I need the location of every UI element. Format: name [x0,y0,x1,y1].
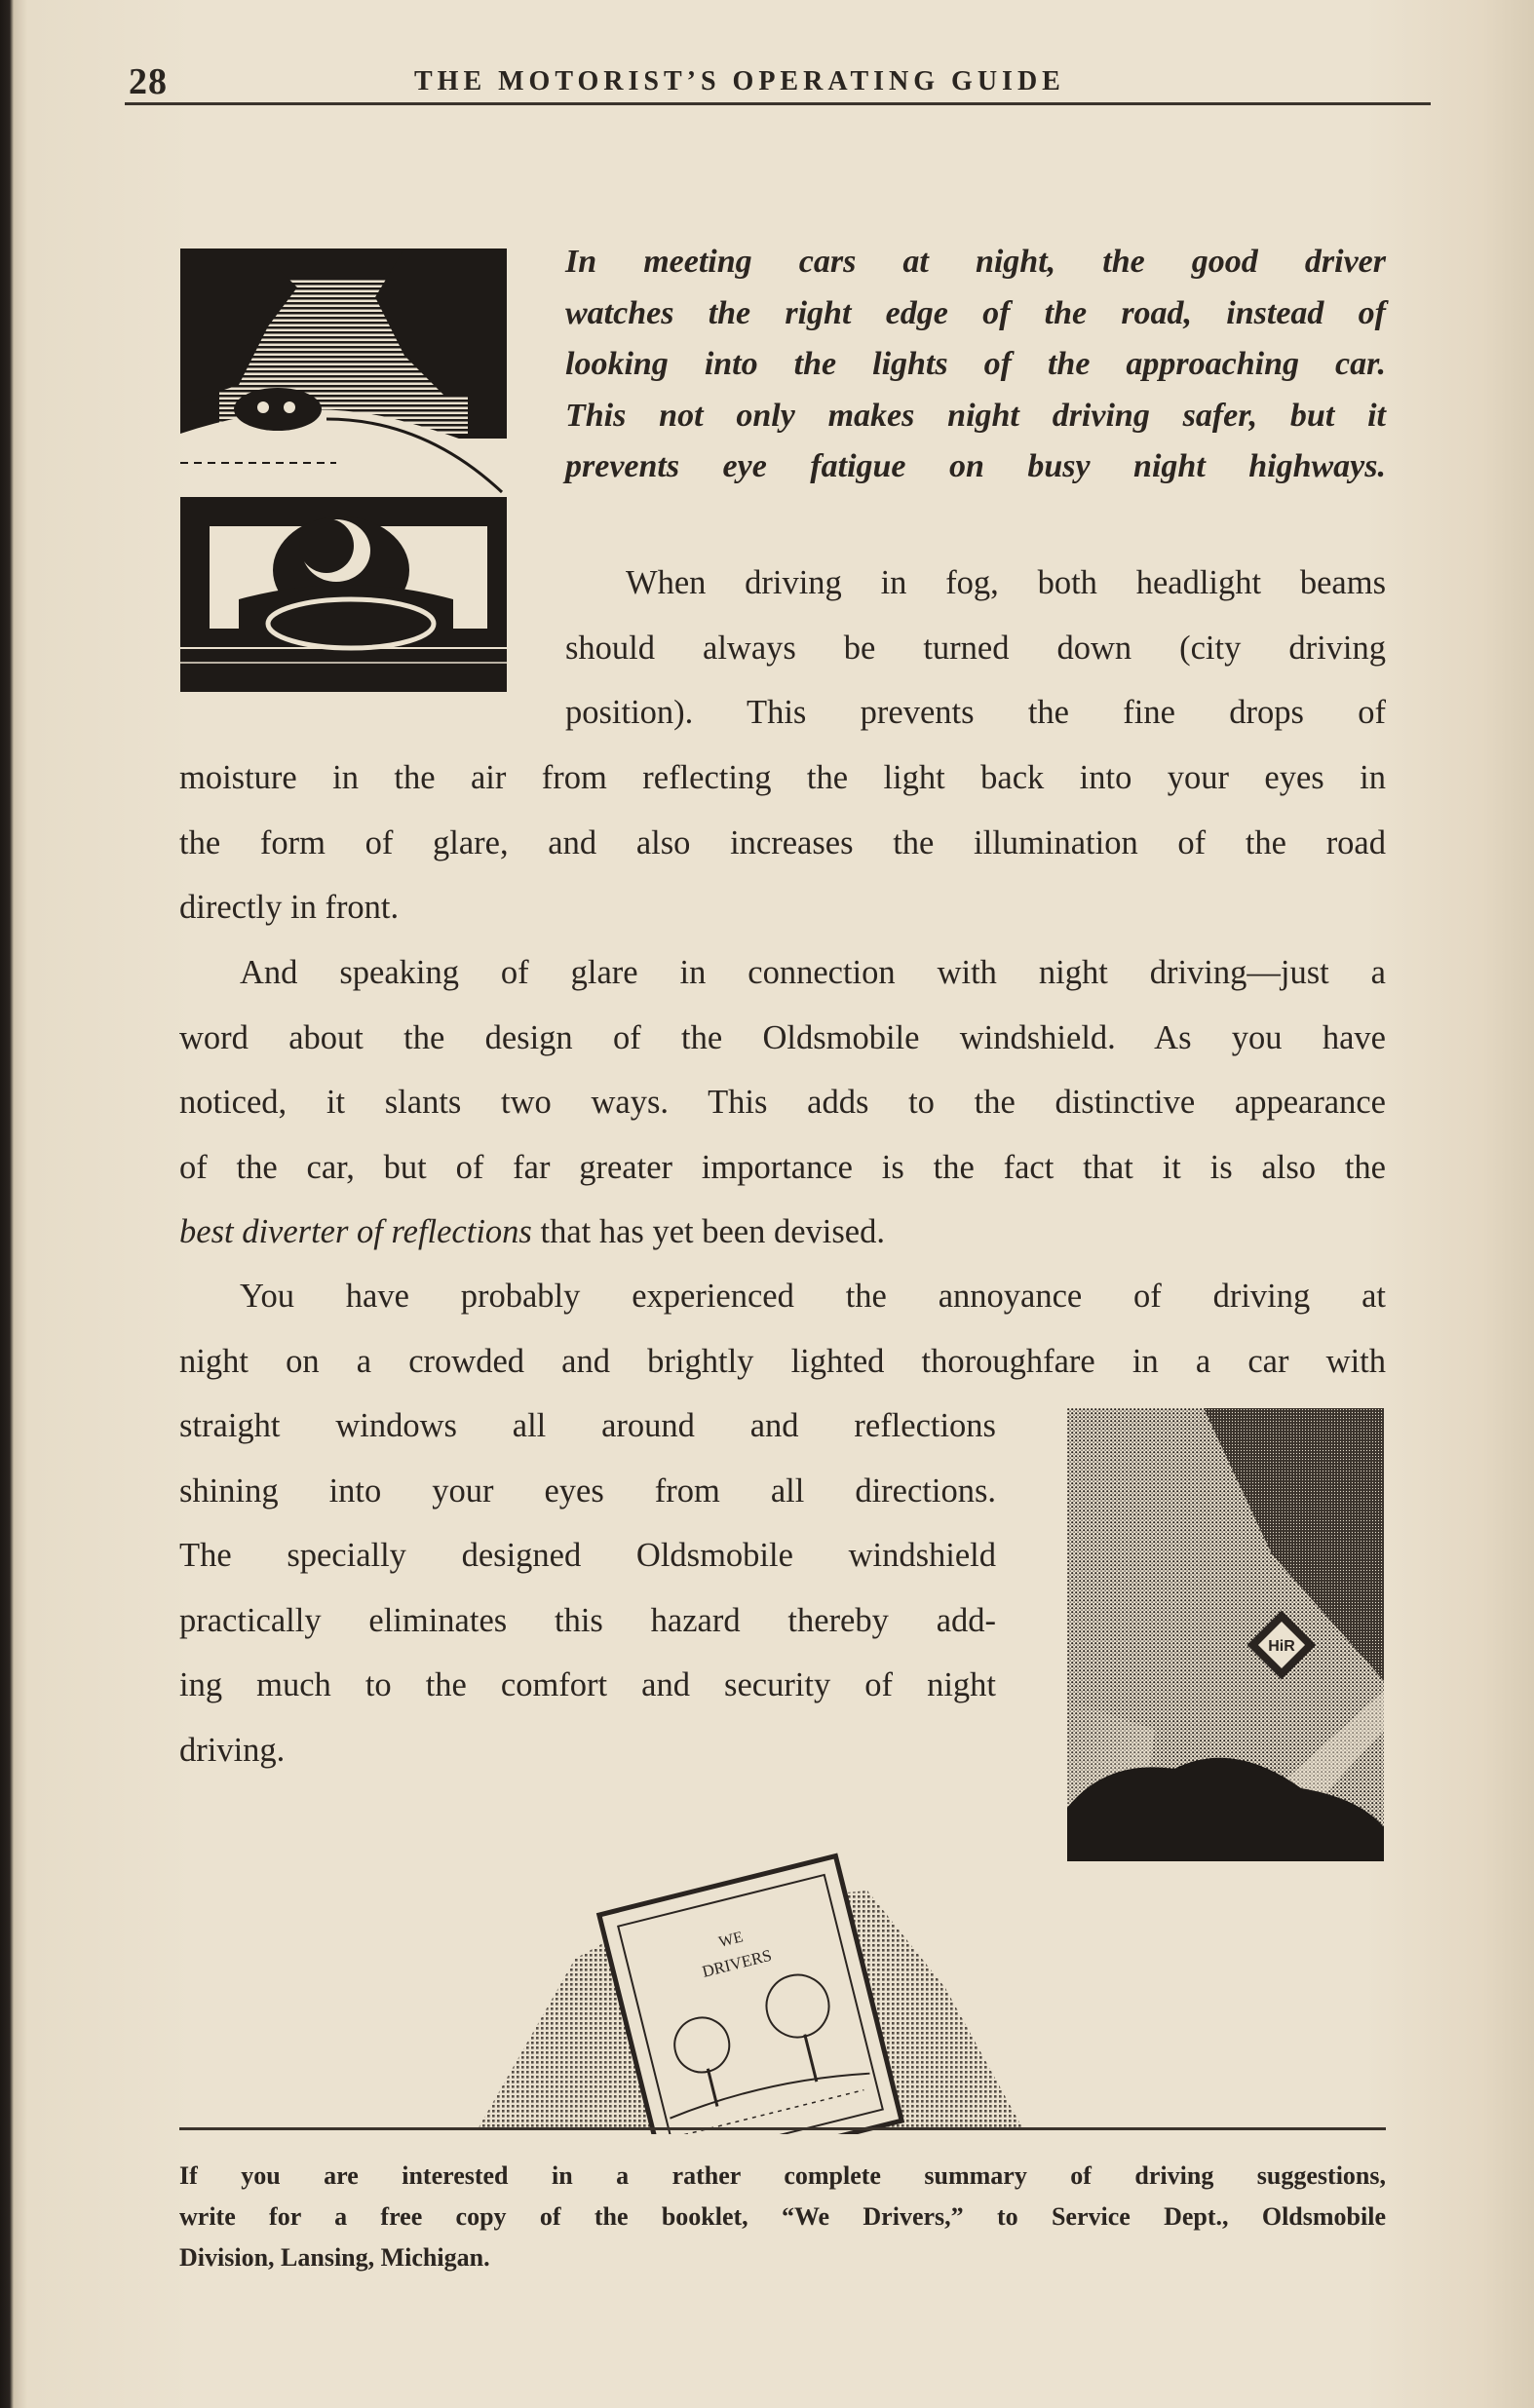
fog-paragraph [565,551,1386,745]
annoyance-line: practically eliminates this hazard thereby add- [179,1601,996,1639]
fog-line: should always be turned down (city driving [565,629,1386,667]
annoyance-paragraph [179,1264,1386,1394]
windshield-line: noticed, it slants two ways. This adds to the distinctive appearance [179,1084,1386,1121]
page-number: 28 [129,61,168,102]
windshield-paragraph [179,940,1386,1265]
night-driving-tip [565,237,1386,493]
fog-line: position). This prevents the fine drops of [565,694,1386,731]
running-head: THE MOTORIST’S OPERATING GUIDE [414,66,1065,96]
windshield-last-line-rest: that has yet been devised. [531,1213,885,1250]
tip-line: In meeting cars at night, the good driver [565,244,1386,280]
annoyance-line: ing much to the comfort and security of night [179,1666,996,1703]
annoyance-paragraph-continued [179,1394,996,1782]
annoyance-line: straight windows all around and reflections [179,1407,996,1444]
fog-line: When driving in fog, both headlight beams [626,564,1386,601]
booklet-title-line1: WE [716,1929,746,1951]
windshield-line: And speaking of glare in connection with night driving—just a [240,954,1386,991]
footnote-line: If you are interested in a rather complete summary of driving suggestions, [179,2161,1386,2190]
fog-line: directly in front. [179,889,400,926]
annoyance-line: The specially designed Oldsmobile windshield [179,1537,996,1574]
tip-line: prevents eye fatigue on busy night highways. [565,448,1386,484]
fog-line: the form of glare, and also increases the illumination of the road [179,823,1386,861]
night-driving-illustration [180,248,507,692]
footnote [179,2156,1386,2278]
windshield-reflection-illustration [1067,1408,1384,1861]
tip-line: watches the right edge of the road, instead of [565,294,1386,331]
footnote-line: Division, Lansing, Michigan. [179,2243,490,2272]
windshield-line: of the car, but of far greater importance is the fact that it is also the [179,1148,1386,1186]
windshield-line: word about the design of the Oldsmobile windshield. As you have [179,1018,1386,1056]
annoyance-line: You have probably experienced the annoyance of driving at [240,1278,1386,1315]
tip-line: This not only makes night driving safer, but it [565,397,1386,434]
header-rule [125,102,1431,105]
footnote-rule [179,2127,1386,2130]
fog-line: moisture in the air from reflecting the light back into your eyes in [179,759,1386,796]
we-drivers-booklet-illustration [458,1852,1043,2134]
annoyance-line: driving. [179,1731,286,1769]
tip-line: looking into the lights of the approaching car. [565,346,1386,382]
booklet-title-line2: DRIVERS [700,1945,774,1981]
svg-text:HiR: HiR [1268,1638,1295,1655]
footnote-line: write for a free copy of the booklet, “We Drivers,” to Service Dept., Oldsmobile [179,2202,1386,2231]
emphasis-text: best diverter of reflections [179,1213,532,1250]
annoyance-line: shining into your eyes from all directions. [179,1472,996,1510]
fog-paragraph-continued [179,745,1386,940]
annoyance-line: night on a crowded and brightly lighted thoroughfare in a car with [179,1342,1386,1380]
windshield-last-line [179,1200,1386,1265]
